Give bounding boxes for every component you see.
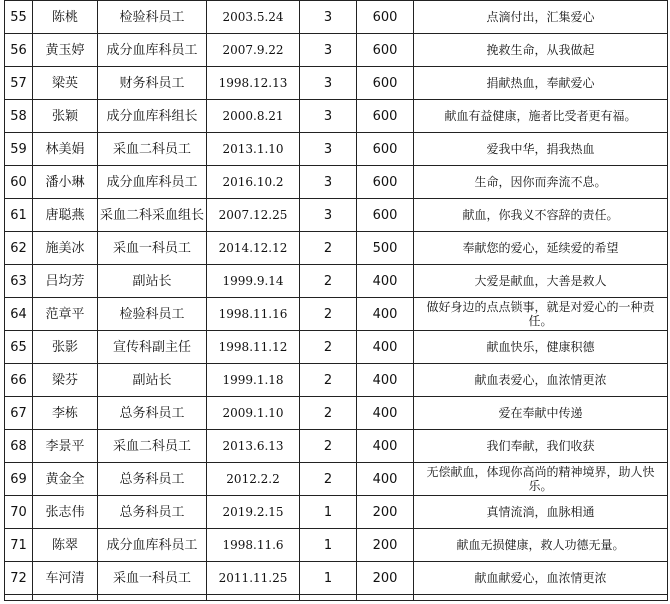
amount-cell: 400 (357, 463, 414, 496)
message-cell: 做好身边的点点锁事，就是对爱心的一种责任。 (414, 298, 668, 331)
donation-count-cell: 3 (300, 67, 357, 100)
row-number-cell: 67 (5, 397, 33, 430)
message-cell: 献血表爱心，血浓情更浓 (414, 364, 668, 397)
date-cell: 2013.1.10 (207, 133, 300, 166)
name-cell: 范章平 (33, 298, 98, 331)
row-number-cell: 57 (5, 67, 33, 100)
table-row (5, 397, 668, 430)
amount-cell: 400 (357, 265, 414, 298)
date-cell: 1998.12.13 (207, 67, 300, 100)
table-row (5, 496, 668, 529)
empty-cell (98, 595, 207, 601)
amount-cell: 600 (357, 34, 414, 67)
donation-count-cell: 3 (300, 34, 357, 67)
date-cell: 2000.8.21 (207, 100, 300, 133)
position-cell: 检验科员工 (98, 1, 207, 34)
amount-cell: 600 (357, 1, 414, 34)
message-cell: 捐献热血，奉献爱心 (414, 67, 668, 100)
row-number-cell: 58 (5, 100, 33, 133)
message-cell: 大爱是献血，大善是救人 (414, 265, 668, 298)
name-cell: 车河清 (33, 562, 98, 595)
position-cell: 成分血库科员工 (98, 166, 207, 199)
name-cell: 施美冰 (33, 232, 98, 265)
row-number-cell: 72 (5, 562, 33, 595)
message-cell: 献血快乐，健康积德 (414, 331, 668, 364)
donation-count-cell: 3 (300, 1, 357, 34)
date-cell: 2014.12.12 (207, 232, 300, 265)
position-cell: 宣传科副主任 (98, 331, 207, 364)
table-row (5, 100, 668, 133)
position-cell: 总务科员工 (98, 496, 207, 529)
message-cell: 生命，因你而奔流不息。 (414, 166, 668, 199)
position-cell: 副站长 (98, 364, 207, 397)
donation-count-cell: 1 (300, 562, 357, 595)
date-cell: 2016.10.2 (207, 166, 300, 199)
table-row (5, 298, 668, 331)
empty-cell (357, 595, 414, 601)
row-number-cell: 66 (5, 364, 33, 397)
date-cell: 2011.11.25 (207, 562, 300, 595)
name-cell: 李栋 (33, 397, 98, 430)
name-cell: 李景平 (33, 430, 98, 463)
row-number-cell: 69 (5, 463, 33, 496)
amount-cell: 200 (357, 496, 414, 529)
row-number-cell: 55 (5, 1, 33, 34)
name-cell: 陈翠 (33, 529, 98, 562)
empty-cell (300, 595, 357, 601)
amount-cell: 600 (357, 133, 414, 166)
position-cell: 财务科员工 (98, 67, 207, 100)
empty-cell (33, 595, 98, 601)
empty-cell (5, 595, 33, 601)
row-number-cell: 62 (5, 232, 33, 265)
message-cell: 爱我中华，捐我热血 (414, 133, 668, 166)
row-number-cell: 68 (5, 430, 33, 463)
date-cell: 1998.11.6 (207, 529, 300, 562)
message-cell: 献血有益健康，施者比受者更有福。 (414, 100, 668, 133)
table-row (5, 364, 668, 397)
name-cell: 黄金全 (33, 463, 98, 496)
name-cell: 梁英 (33, 67, 98, 100)
amount-cell: 600 (357, 100, 414, 133)
row-number-cell: 59 (5, 133, 33, 166)
name-cell: 梁芬 (33, 364, 98, 397)
donation-count-cell: 3 (300, 166, 357, 199)
message-cell: 我们奉献，我们收获 (414, 430, 668, 463)
row-number-cell: 70 (5, 496, 33, 529)
row-number-cell: 65 (5, 331, 33, 364)
table-row (5, 166, 668, 199)
amount-cell: 500 (357, 232, 414, 265)
date-cell: 2019.2.15 (207, 496, 300, 529)
table-row (5, 562, 668, 595)
donation-count-cell: 3 (300, 100, 357, 133)
position-cell: 成分血库科组长 (98, 100, 207, 133)
table-row (5, 430, 668, 463)
donation-count-cell: 1 (300, 496, 357, 529)
table-row (5, 463, 668, 496)
table-row (5, 199, 668, 232)
amount-cell: 600 (357, 67, 414, 100)
table-row (5, 1, 668, 34)
table-row (5, 34, 668, 67)
row-number-cell: 63 (5, 265, 33, 298)
name-cell: 张颖 (33, 100, 98, 133)
donation-count-cell: 2 (300, 298, 357, 331)
table-row (5, 232, 668, 265)
amount-cell: 400 (357, 430, 414, 463)
date-cell: 2012.2.2 (207, 463, 300, 496)
amount-cell: 600 (357, 166, 414, 199)
message-cell: 献血无损健康，救人功德无量。 (414, 529, 668, 562)
table-row (5, 265, 668, 298)
name-cell: 林美娟 (33, 133, 98, 166)
position-cell: 总务科员工 (98, 397, 207, 430)
donor-table (4, 0, 668, 601)
donation-count-cell: 3 (300, 199, 357, 232)
donation-count-cell: 2 (300, 430, 357, 463)
row-number-cell: 56 (5, 34, 33, 67)
position-cell: 成分血库科员工 (98, 529, 207, 562)
row-number-cell: 61 (5, 199, 33, 232)
date-cell: 1998.11.12 (207, 331, 300, 364)
message-cell: 点滴付出，汇集爱心 (414, 1, 668, 34)
donation-count-cell: 3 (300, 133, 357, 166)
donation-count-cell: 1 (300, 529, 357, 562)
position-cell: 副站长 (98, 265, 207, 298)
empty-cell (414, 595, 668, 601)
message-cell: 献血，你我义不容辞的责任。 (414, 199, 668, 232)
position-cell: 采血一科员工 (98, 232, 207, 265)
name-cell: 唐聪燕 (33, 199, 98, 232)
position-cell: 采血二科采血组长 (98, 199, 207, 232)
message-cell: 献血献爱心，血浓情更浓 (414, 562, 668, 595)
table-row-cutoff (5, 595, 668, 601)
date-cell: 2013.6.13 (207, 430, 300, 463)
name-cell: 潘小琳 (33, 166, 98, 199)
donation-count-cell: 2 (300, 232, 357, 265)
amount-cell: 600 (357, 199, 414, 232)
table-row (5, 133, 668, 166)
table-row (5, 529, 668, 562)
name-cell: 黄玉婷 (33, 34, 98, 67)
amount-cell: 400 (357, 298, 414, 331)
row-number-cell: 64 (5, 298, 33, 331)
amount-cell: 400 (357, 364, 414, 397)
donation-count-cell: 2 (300, 397, 357, 430)
empty-cell (207, 595, 300, 601)
message-cell: 爱在奉献中传递 (414, 397, 668, 430)
date-cell: 2007.12.25 (207, 199, 300, 232)
donation-count-cell: 2 (300, 463, 357, 496)
donation-count-cell: 2 (300, 331, 357, 364)
table-row (5, 67, 668, 100)
amount-cell: 400 (357, 397, 414, 430)
row-number-cell: 60 (5, 166, 33, 199)
date-cell: 2007.9.22 (207, 34, 300, 67)
position-cell: 采血一科员工 (98, 562, 207, 595)
amount-cell: 200 (357, 529, 414, 562)
amount-cell: 400 (357, 331, 414, 364)
position-cell: 采血二科员工 (98, 430, 207, 463)
name-cell: 张影 (33, 331, 98, 364)
date-cell: 2009.1.10 (207, 397, 300, 430)
position-cell: 检验科员工 (98, 298, 207, 331)
date-cell: 2003.5.24 (207, 1, 300, 34)
name-cell: 张志伟 (33, 496, 98, 529)
message-cell: 真情流淌，血脉相通 (414, 496, 668, 529)
donation-count-cell: 2 (300, 364, 357, 397)
message-cell: 挽救生命，从我做起 (414, 34, 668, 67)
amount-cell: 200 (357, 562, 414, 595)
donation-count-cell: 2 (300, 265, 357, 298)
date-cell: 1999.1.18 (207, 364, 300, 397)
name-cell: 陈桃 (33, 1, 98, 34)
row-number-cell: 71 (5, 529, 33, 562)
position-cell: 成分血库科员工 (98, 34, 207, 67)
date-cell: 1999.9.14 (207, 265, 300, 298)
message-cell: 无偿献血，体现你高尚的精神境界，助人快乐。 (414, 463, 668, 496)
date-cell: 1998.11.16 (207, 298, 300, 331)
name-cell: 吕均芳 (33, 265, 98, 298)
position-cell: 采血二科员工 (98, 133, 207, 166)
table-row (5, 331, 668, 364)
message-cell: 奉献您的爱心，延续爱的希望 (414, 232, 668, 265)
position-cell: 总务科员工 (98, 463, 207, 496)
